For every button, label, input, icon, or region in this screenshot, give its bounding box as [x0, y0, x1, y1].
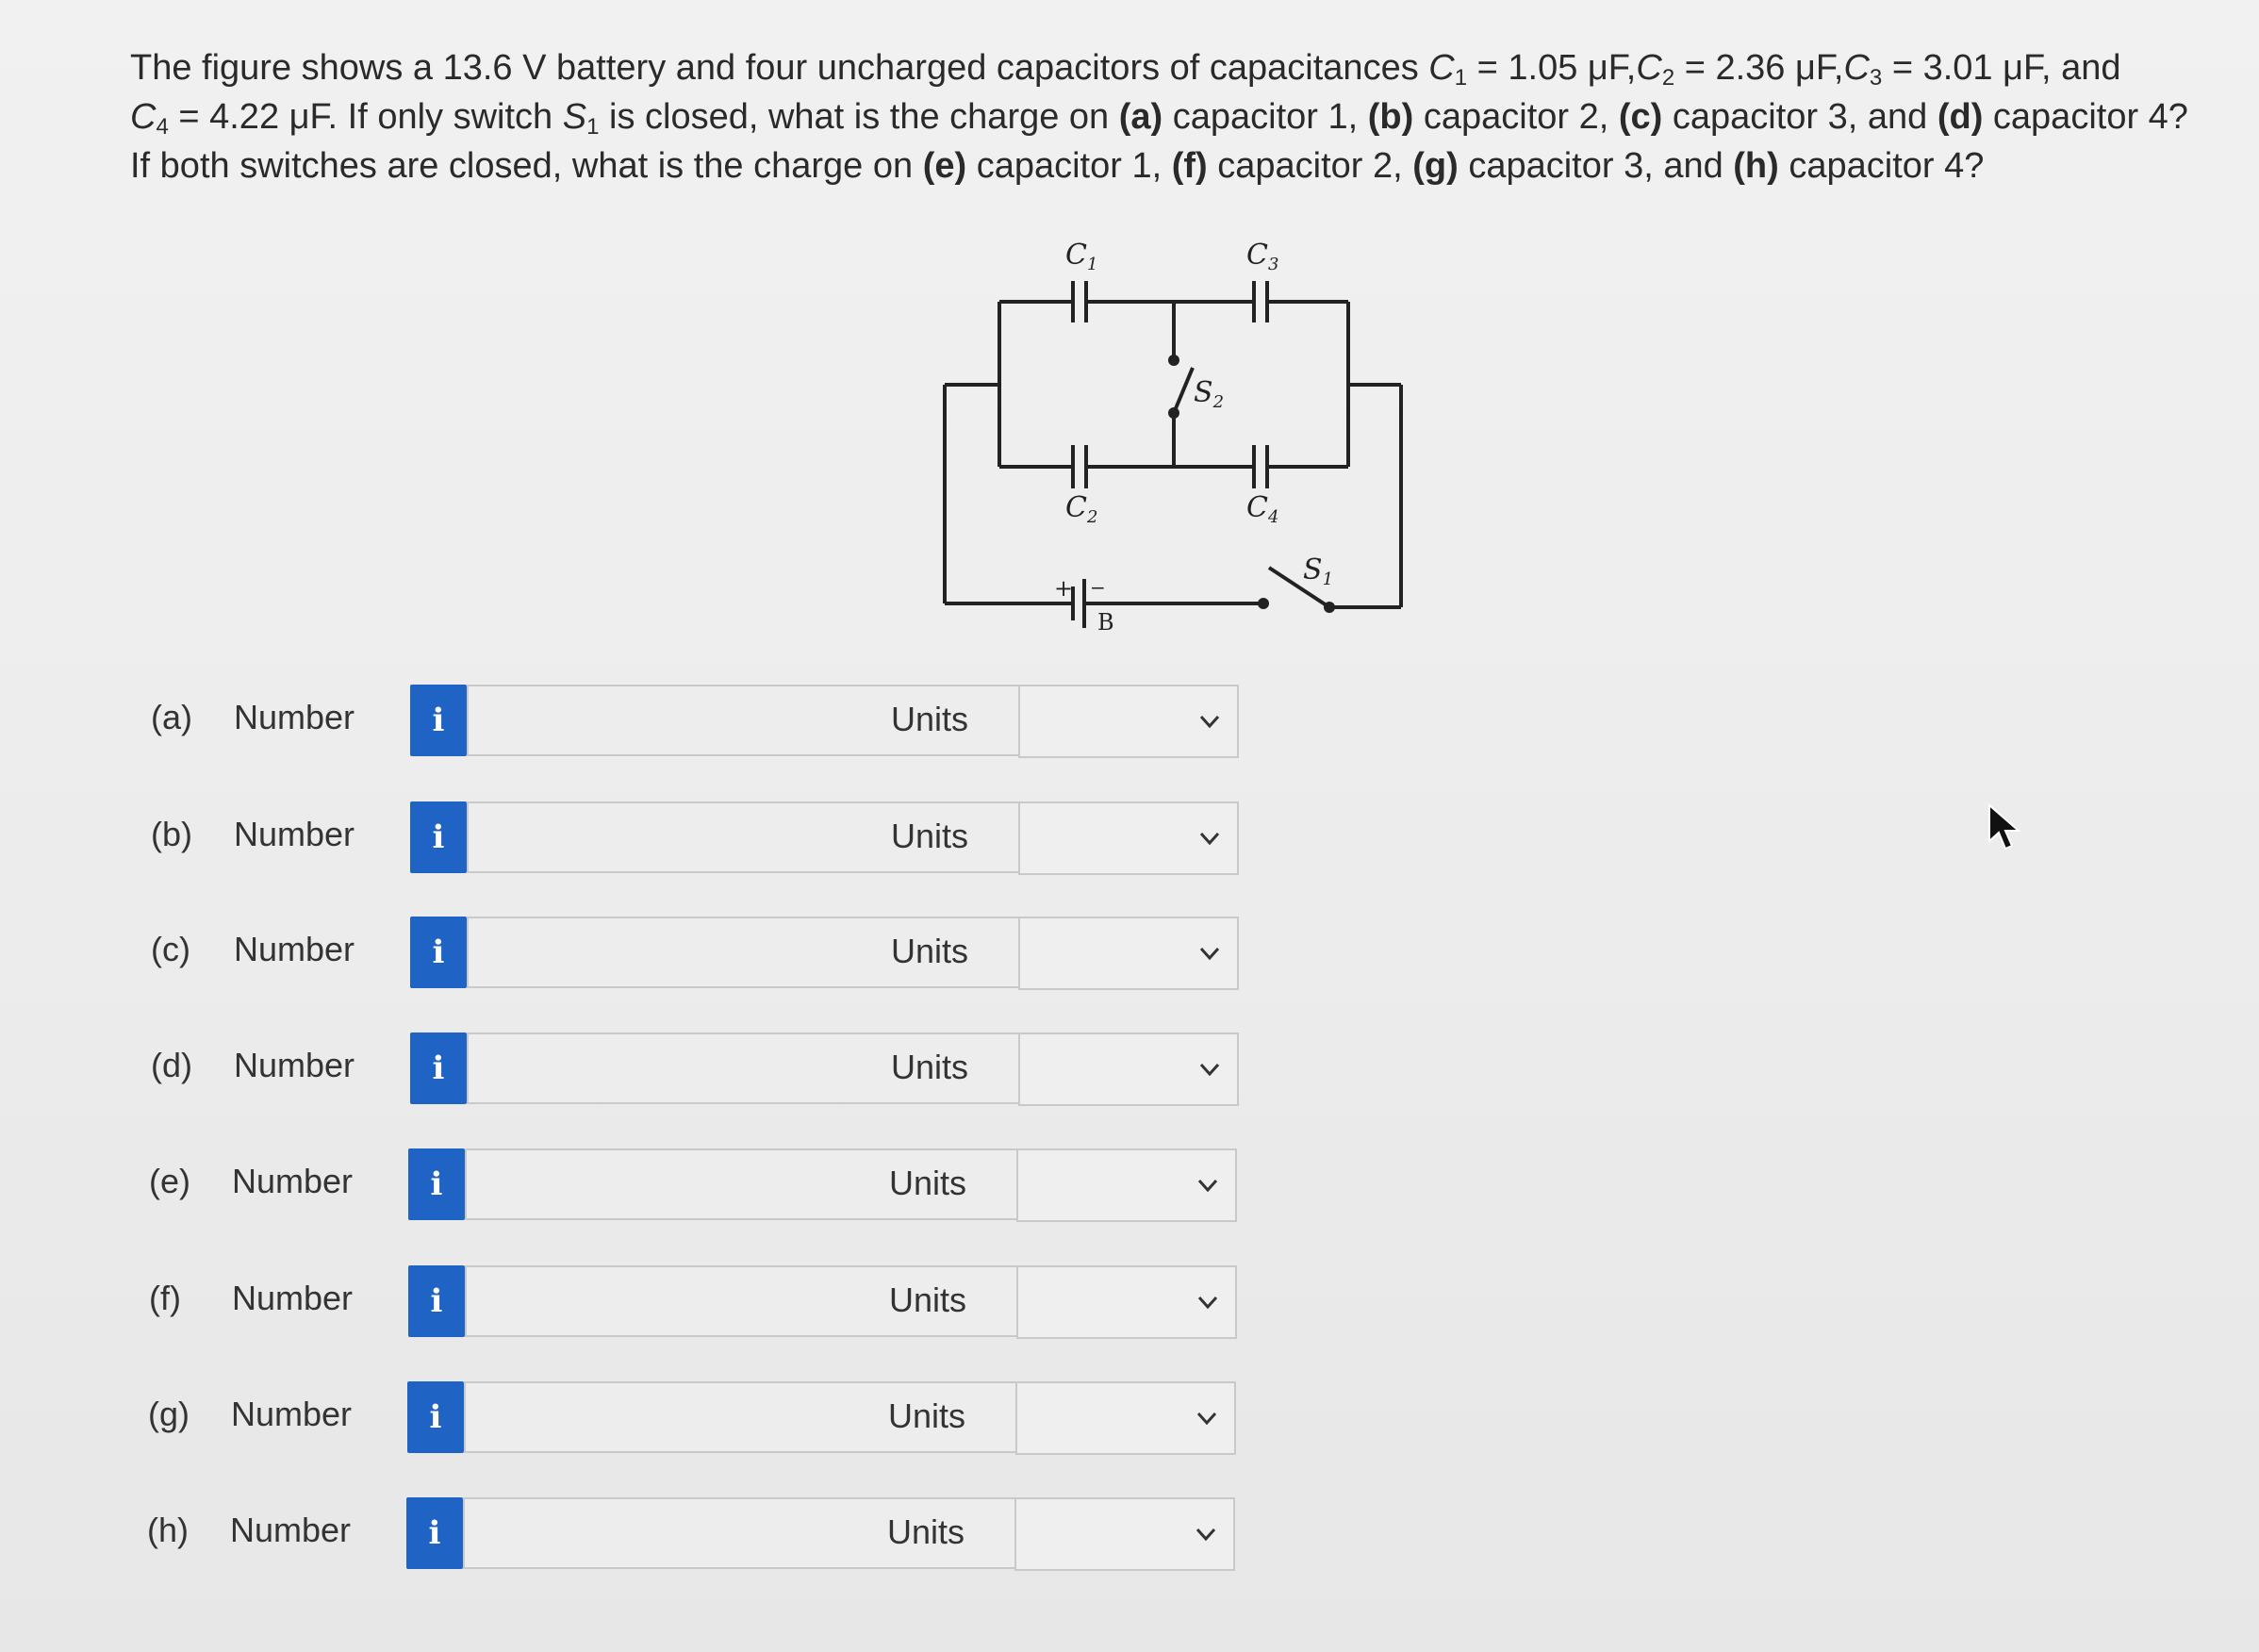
question-text-tb: capacitor 2, — [1413, 97, 1619, 137]
s1-sub: 1 — [586, 114, 600, 140]
question-text-td: capacitor 4? If both switches are closed, what is the charge on — [130, 97, 2188, 186]
part-label: (a) — [151, 698, 192, 736]
units-label: Units — [891, 1048, 969, 1086]
info-icon: i — [432, 702, 445, 739]
s1-diagram-label: $S_1$ — [1303, 553, 1334, 589]
chevron-down-icon — [1194, 1171, 1222, 1199]
chevron-down-icon — [1195, 824, 1224, 852]
answer-row — [147, 1497, 1241, 1571]
chevron-down-icon — [1195, 939, 1224, 967]
units-dropdown[interactable] — [1015, 1381, 1236, 1455]
info-button[interactable] — [410, 685, 467, 756]
question-text-th: capacitor 4? — [1778, 146, 1985, 186]
part-d-ref: (d) — [1937, 97, 1984, 137]
number-label: Number — [232, 1279, 354, 1317]
units-label: Units — [889, 1164, 967, 1202]
c4-sub: 4 — [156, 114, 169, 140]
part-b-ref: (b) — [1367, 97, 1414, 137]
info-icon: i — [430, 1165, 443, 1203]
info-button[interactable] — [410, 1032, 467, 1104]
units-dropdown[interactable] — [1018, 685, 1239, 758]
number-label: Number — [230, 1511, 352, 1549]
info-button[interactable] — [408, 1148, 465, 1220]
c1-diagram-label: $C_1$ — [1065, 239, 1098, 274]
units-dropdown[interactable] — [1018, 917, 1239, 990]
info-icon: i — [432, 933, 445, 971]
circuit-diagram — [933, 236, 1424, 641]
part-a-ref: (a) — [1118, 97, 1163, 137]
units-label: Units — [887, 1512, 965, 1551]
part-label: (d) — [151, 1046, 192, 1084]
info-button[interactable] — [407, 1381, 464, 1453]
info-button[interactable] — [406, 1497, 463, 1569]
info-icon: i — [428, 1514, 441, 1552]
c2-diagram-label: $C_2$ — [1065, 491, 1098, 527]
c1-value: = 1.05 μF, — [1467, 48, 1637, 88]
c3-symbol: C — [1843, 48, 1870, 88]
part-e-ref: (e) — [922, 146, 967, 186]
answer-row — [149, 1265, 1243, 1339]
part-g-ref: (g) — [1412, 146, 1459, 186]
units-dropdown[interactable] — [1016, 1265, 1237, 1339]
chevron-down-icon — [1195, 1055, 1224, 1083]
units-dropdown[interactable] — [1018, 1032, 1239, 1106]
question-text-ta: capacitor 1, — [1162, 97, 1368, 137]
chevron-down-icon — [1192, 1520, 1220, 1548]
c4-value: = 4.22 μF. If only switch — [168, 97, 563, 137]
battery-minus-label: − — [1090, 576, 1106, 599]
answer-row — [151, 685, 1245, 758]
c3-diagram-label: $C_3$ — [1246, 239, 1279, 274]
chevron-down-icon — [1194, 1288, 1222, 1316]
number-label: Number — [234, 930, 355, 968]
answer-row — [151, 801, 1245, 875]
number-label: Number — [234, 698, 355, 736]
c4-symbol: C — [130, 97, 157, 137]
question-text-tg: capacitor 3, and — [1458, 146, 1734, 186]
number-label: Number — [234, 815, 355, 853]
part-label: (g) — [148, 1395, 190, 1433]
number-label: Number — [234, 1046, 355, 1084]
info-icon: i — [429, 1398, 442, 1436]
units-label: Units — [888, 1396, 966, 1435]
info-icon: i — [432, 818, 445, 856]
part-h-ref: (h) — [1733, 146, 1779, 186]
s2-diagram-label: $S_2$ — [1194, 376, 1225, 412]
part-label: (c) — [151, 930, 190, 968]
c3-value: = 3.01 μF, and — [1882, 48, 2121, 88]
part-label: (e) — [149, 1162, 190, 1200]
s1-symbol: S — [562, 97, 587, 137]
number-label: Number — [231, 1395, 353, 1433]
c1-sub: 1 — [1454, 65, 1468, 91]
part-label: (f) — [149, 1279, 181, 1317]
question-text-te: capacitor 1, — [966, 146, 1172, 186]
units-label: Units — [891, 700, 969, 738]
question-text-tf: capacitor 2, — [1207, 146, 1413, 186]
units-label: Units — [891, 932, 969, 970]
answer-row — [151, 1032, 1245, 1106]
question-text — [130, 43, 2204, 190]
question-text-tc: capacitor 3, and — [1662, 97, 1937, 137]
c1-symbol: C — [1428, 48, 1455, 88]
question-text-a: is closed, what is the charge on — [599, 97, 1119, 137]
info-icon: i — [430, 1282, 443, 1320]
info-icon: i — [432, 1049, 445, 1087]
units-label: Units — [889, 1280, 967, 1319]
c2-symbol: C — [1636, 48, 1662, 88]
part-label: (h) — [147, 1511, 189, 1549]
answer-row — [151, 917, 1245, 990]
chevron-down-icon — [1193, 1404, 1221, 1432]
units-dropdown[interactable] — [1016, 1148, 1237, 1222]
units-dropdown[interactable] — [1018, 801, 1239, 875]
battery-plus-label: + — [1054, 575, 1074, 602]
c3-sub: 3 — [1869, 65, 1883, 91]
c4-diagram-label: $C_4$ — [1246, 491, 1279, 527]
c2-value: = 2.36 μF, — [1674, 48, 1844, 88]
c2-sub: 2 — [1661, 65, 1675, 91]
answer-row — [148, 1381, 1242, 1455]
info-button[interactable] — [410, 801, 467, 873]
units-label: Units — [891, 817, 969, 855]
part-c-ref: (c) — [1618, 97, 1663, 137]
chevron-down-icon — [1195, 707, 1224, 735]
answer-row — [149, 1148, 1243, 1222]
info-button[interactable] — [408, 1265, 465, 1337]
part-f-ref: (f) — [1171, 146, 1208, 186]
mouse-pointer-icon — [1987, 803, 2025, 856]
battery-label: B — [1097, 609, 1114, 636]
units-dropdown[interactable] — [1014, 1497, 1235, 1571]
part-label: (b) — [151, 815, 192, 853]
question-intro: The figure shows a 13.6 V battery and four uncharged capacitors of capacitances — [130, 48, 1429, 88]
number-label: Number — [232, 1162, 354, 1200]
info-button[interactable] — [410, 917, 467, 988]
